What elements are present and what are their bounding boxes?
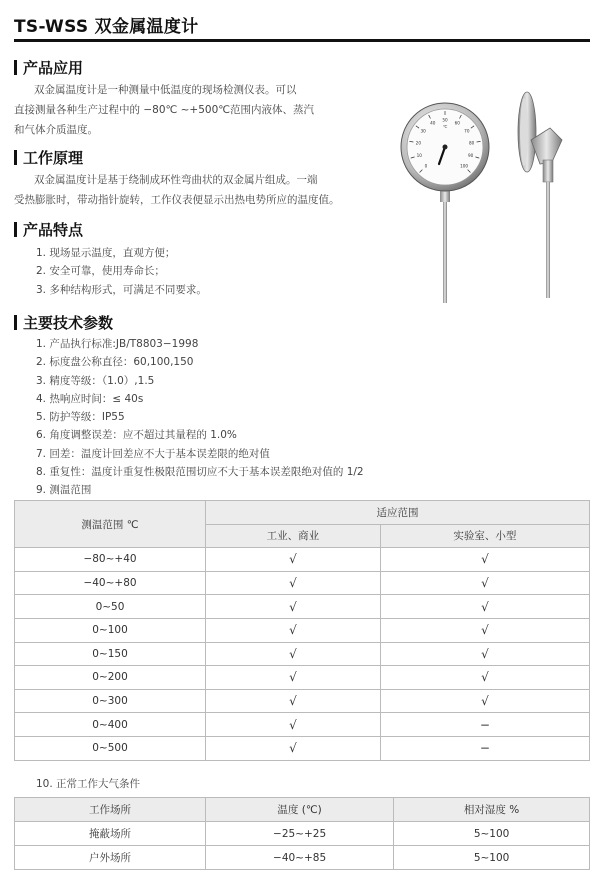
table-cell: −25~+25 bbox=[206, 822, 394, 846]
features-list bbox=[36, 244, 207, 299]
table-row bbox=[15, 713, 590, 737]
table-row bbox=[15, 846, 590, 870]
title-rule bbox=[14, 39, 590, 42]
heading-bar bbox=[14, 150, 17, 165]
paragraph-line: 双金属温度计是一种测量中低温度的现场检测仪表。可以 bbox=[34, 84, 297, 96]
lab-cell: − bbox=[380, 736, 589, 760]
range-cell: 0~200 bbox=[15, 666, 206, 690]
dial-hub bbox=[443, 145, 448, 150]
section-heading-specs bbox=[14, 312, 113, 333]
range-cell: 0~150 bbox=[15, 642, 206, 666]
header-cell-apply: 适应范围 bbox=[206, 501, 590, 525]
industrial-cell: √ bbox=[206, 595, 381, 619]
dial-tick-label: 80 bbox=[468, 140, 475, 146]
side-fitting bbox=[543, 160, 553, 182]
header-cell-industrial: 工业、商业 bbox=[206, 524, 381, 548]
list-item: 9. 测温范围 bbox=[36, 484, 92, 497]
dial-tick-label: 100 bbox=[460, 163, 469, 169]
table-row bbox=[15, 548, 590, 572]
table-cell: 户外场所 bbox=[15, 846, 206, 870]
heading-bar bbox=[14, 60, 17, 75]
range-table bbox=[14, 500, 590, 761]
industrial-cell: √ bbox=[206, 713, 381, 737]
env-table bbox=[14, 797, 590, 870]
table-row bbox=[15, 618, 590, 642]
table-cell: 掩蔽场所 bbox=[15, 822, 206, 846]
list-item: 2. 标度盘公称直径：60,100,150 bbox=[36, 356, 194, 369]
lab-cell: √ bbox=[380, 666, 589, 690]
list-item: 6. 角度调整误差：应不超过其量程的 1.0% bbox=[36, 429, 237, 442]
dial-tick-label: 50 bbox=[442, 117, 448, 123]
heading-text: 产品特点 bbox=[23, 221, 84, 239]
list-item: 1. 产品执行标准:JB/T8803−1998 bbox=[36, 338, 199, 350]
range-cell: 0~500 bbox=[15, 736, 206, 760]
section-heading-application bbox=[14, 57, 83, 78]
heading-text: 主要技术参数 bbox=[23, 314, 114, 332]
table-row bbox=[15, 689, 590, 713]
table-cell: −40~+85 bbox=[206, 846, 394, 870]
paragraph-line: 和气体介质温度。 bbox=[14, 124, 98, 136]
range-cell: −40~+80 bbox=[15, 571, 206, 595]
section-heading-features bbox=[14, 219, 83, 240]
table-header-row bbox=[15, 501, 590, 525]
section-heading-principle bbox=[14, 147, 83, 168]
dial-tick-label: 90 bbox=[468, 152, 474, 158]
list-item: 2. 安全可靠，使用寿命长； bbox=[36, 265, 165, 278]
stem-fitting bbox=[440, 190, 450, 202]
dial-tick-label: 0 bbox=[424, 163, 428, 169]
table-header-row bbox=[15, 798, 590, 822]
table-row bbox=[15, 595, 590, 619]
range-cell: 0~50 bbox=[15, 595, 206, 619]
heading-text: 工作原理 bbox=[23, 149, 84, 167]
heading-bar bbox=[14, 222, 17, 237]
paragraph-line: 直接测量各种生产过程中的 −80℃ ~+500℃范围内液体、蒸汽 bbox=[14, 104, 315, 116]
heading-bar bbox=[14, 315, 17, 330]
stem bbox=[443, 198, 447, 303]
lab-cell: √ bbox=[380, 595, 589, 619]
lab-cell: √ bbox=[380, 571, 589, 595]
industrial-cell: √ bbox=[206, 618, 381, 642]
dial-tick-label: 40 bbox=[430, 120, 436, 126]
industrial-cell: √ bbox=[206, 548, 381, 572]
industrial-cell: √ bbox=[206, 736, 381, 760]
application-paragraph bbox=[14, 80, 314, 140]
lab-cell: √ bbox=[380, 689, 589, 713]
list-item: 1. 现场显示温度，直观方便； bbox=[36, 247, 176, 259]
heading-text: 产品应用 bbox=[23, 59, 84, 77]
table-cell: 5~100 bbox=[394, 846, 590, 870]
side-gauge-glass bbox=[520, 98, 528, 166]
dial-tick-label: 30 bbox=[420, 128, 426, 134]
env-caption: 10. 正常工作大气条件 bbox=[36, 778, 141, 790]
table-row bbox=[15, 736, 590, 760]
range-cell: 0~300 bbox=[15, 689, 206, 713]
industrial-cell: √ bbox=[206, 666, 381, 690]
dial-tick-label: 20 bbox=[415, 140, 422, 146]
table-row bbox=[15, 571, 590, 595]
lab-cell: √ bbox=[380, 642, 589, 666]
lab-cell: − bbox=[380, 713, 589, 737]
header-cell-lab: 实验室、小型 bbox=[380, 524, 589, 548]
list-item: 8. 重复性：温度计重复性极限范围切应不大于基本误差限绝对值的 1/2 bbox=[36, 466, 364, 479]
table-cell: 5~100 bbox=[394, 822, 590, 846]
thermometer-illustration bbox=[400, 90, 590, 305]
dial-unit: ℃ bbox=[442, 124, 448, 129]
industrial-cell: √ bbox=[206, 571, 381, 595]
range-cell: 0~400 bbox=[15, 713, 206, 737]
list-item: 5. 防护等级：IP55 bbox=[36, 411, 125, 424]
range-cell: 0~100 bbox=[15, 618, 206, 642]
header-cell: 相对湿度 % bbox=[394, 798, 590, 822]
header-cell: 温度 (℃) bbox=[206, 798, 394, 822]
range-cell: −80~+40 bbox=[15, 548, 206, 572]
header-cell: 工作场所 bbox=[15, 798, 206, 822]
dial-tick-label: 60 bbox=[454, 120, 460, 126]
table-row bbox=[15, 666, 590, 690]
page-title: TS-WSS 双金属温度计 bbox=[14, 17, 199, 37]
table-row bbox=[15, 822, 590, 846]
list-item: 3. 多种结构形式，可满足不同要求。 bbox=[36, 283, 207, 296]
list-item: 3. 精度等级：（1.0）,1.5 bbox=[36, 374, 155, 387]
list-item: 4. 热响应时间：≤ 40s bbox=[36, 392, 144, 405]
side-stem bbox=[546, 182, 550, 298]
dial-tick-label: 10 bbox=[416, 152, 422, 158]
list-item: 7. 回差：温度计回差应不大于基本误差限的绝对值 bbox=[36, 447, 270, 460]
lab-cell: √ bbox=[380, 548, 589, 572]
principle-paragraph bbox=[14, 170, 340, 210]
lab-cell: √ bbox=[380, 618, 589, 642]
industrial-cell: √ bbox=[206, 689, 381, 713]
table-row bbox=[15, 642, 590, 666]
specs-list bbox=[36, 335, 364, 500]
header-cell-range: 测温范围 ℃ bbox=[15, 501, 206, 548]
paragraph-line: 双金属温度计是基于绕制成环性弯曲状的双金属片组成。一端 bbox=[34, 174, 318, 186]
industrial-cell: √ bbox=[206, 642, 381, 666]
paragraph-line: 受热膨胀时，带动指针旋转，工作仪表便显示出热电势所应的温度值。 bbox=[14, 194, 340, 206]
dial-tick-label: 70 bbox=[464, 128, 470, 134]
